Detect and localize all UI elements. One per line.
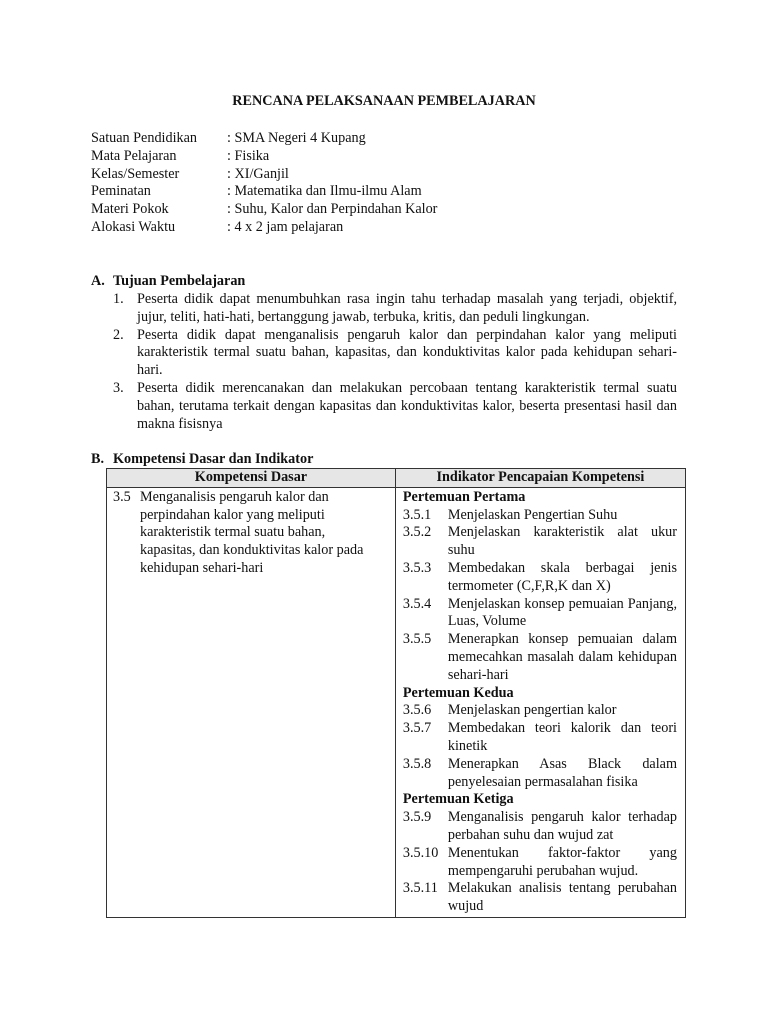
indicator-item	[403, 631, 677, 684]
indicator-item	[403, 880, 677, 916]
competency-table	[106, 468, 686, 918]
identity-value: : 4 x 2 jam pelajaran	[227, 218, 344, 235]
item-text: Peserta didik merencanakan dan melakukan percobaan tentang karakteristik termal suatu bahan, terutama terkait dengan kapasitas dan konduktivitas kalor, beserta presentasi hasil dan makna fisisnya	[137, 379, 677, 432]
indicator-text: Menjelaskan pengertian kalor	[447, 702, 617, 719]
identity-row	[91, 130, 437, 148]
indicator-text: Menentukan faktor-faktor yang mempengaruhi perubahan wujud.	[447, 844, 677, 879]
basic-competency-cell	[107, 487, 396, 917]
indicator-item	[403, 524, 677, 560]
indicator-item	[403, 720, 677, 756]
section-letter: B.	[91, 451, 105, 467]
identity-label: Peminatan	[91, 183, 151, 200]
competency-text: Menganalisis pengaruh kalor dan perpindahan kalor yang meliputi karakteristik termal suatu bahan, kapasitas, dan konduktivitas kalor pada kehidupan sehari-hari	[140, 488, 364, 576]
identity-value: : Fisika	[227, 147, 270, 164]
indicator-text: Menjelaskan Pengertian Suhu	[447, 506, 618, 523]
section-title: Kompetensi Dasar dan Indikator	[113, 451, 314, 467]
list-item	[113, 327, 677, 380]
indicator-code: 3.5.9	[402, 809, 432, 826]
indicator-code: 3.5.1	[402, 506, 432, 523]
indicator-item	[403, 596, 677, 632]
identity-value: : XI/Ganjil	[227, 165, 289, 182]
identity-label: Materi Pokok	[91, 201, 169, 218]
indicator-text: Menjelaskan karakteristik alat ukur suhu	[447, 524, 677, 559]
indicator-code: 3.5.6	[402, 702, 432, 719]
section-b-heading	[91, 451, 313, 469]
indicator-text: Menganalisis pengaruh kalor terhadap perbahan suhu dan wujud zat	[447, 809, 677, 843]
list-item	[113, 380, 677, 433]
learning-goals-list	[113, 291, 677, 433]
identity-label: Satuan Pendidikan	[91, 130, 197, 146]
indicator-code: 3.5.7	[402, 720, 432, 737]
indicator-item	[403, 507, 677, 525]
identity-value: : SMA Negeri 4 Kupang	[227, 130, 366, 146]
indicator-text: Melakukan analisis tentang perubahan wujud	[447, 880, 677, 915]
meeting-title: Pertemuan Kedua	[402, 684, 514, 701]
section-title: Tujuan Pembelajaran	[113, 273, 246, 289]
indicator-text: Menjelaskan konsep pemuaian Panjang, Luas, Volume	[447, 595, 677, 630]
indicator-text: Menerapkan konsep pemuaian dalam memecahkan masalah dalam kehidupan sehari-hari	[447, 631, 677, 683]
table-row	[107, 487, 686, 917]
indicator-item	[403, 809, 677, 845]
item-number: 1.	[113, 291, 124, 307]
indicator-code: 3.5.8	[402, 755, 432, 772]
identity-row	[91, 183, 437, 201]
indicator-list	[396, 488, 685, 917]
identity-label: Alokasi Waktu	[91, 218, 176, 235]
indicator-item	[403, 702, 677, 720]
indicator-text: Membedakan skala berbagai jenis termometer (C,F,R,K dan X)	[447, 559, 677, 594]
indicator-code: 3.5.4	[402, 595, 432, 612]
identity-label: Mata Pelajaran	[91, 147, 177, 164]
indicator-cell	[395, 487, 685, 917]
column-header: Kompetensi Dasar	[107, 469, 396, 488]
identity-block	[91, 130, 437, 237]
identity-label: Kelas/Semester	[91, 165, 180, 182]
column-header: Indikator Pencapaian Kompetensi	[395, 469, 685, 488]
identity-value: : Matematika dan Ilmu-ilmu Alam	[227, 183, 422, 200]
indicator-item	[403, 845, 677, 881]
list-item	[113, 291, 677, 327]
indicator-code: 3.5.2	[402, 524, 432, 541]
indicator-code: 3.5.10	[402, 844, 439, 861]
item-text: Peserta didik dapat menganalisis pengaruh kalor dan perpindahan kalor yang meliputi karakteristik termal suatu bahan, kapasitas, dan konduktivitas kalor pada kehidupan sehari-hari.	[137, 326, 677, 379]
section-a-heading	[91, 273, 245, 291]
table-header-row	[107, 469, 686, 488]
indicator-text: Menerapkan Asas Black dalam penyelesaian permasalahan fisika	[447, 755, 677, 790]
identity-value: : Suhu, Kalor dan Perpindahan Kalor	[227, 201, 438, 218]
indicator-item	[403, 560, 677, 596]
competency-code: 3.5	[113, 488, 131, 505]
meeting-title: Pertemuan Pertama	[402, 488, 526, 505]
page-title: RENCANA PELAKSANAAN PEMBELAJARAN	[232, 93, 536, 109]
indicator-code: 3.5.11	[402, 880, 438, 897]
indicator-text: Membedakan teori kalorik dan teori kinetik	[447, 720, 677, 754]
indicator-code: 3.5.5	[402, 631, 432, 648]
section-letter: A.	[91, 273, 105, 289]
identity-row	[91, 148, 437, 166]
indicator-item	[403, 756, 677, 792]
meeting-title: Pertemuan Ketiga	[402, 791, 514, 808]
identity-row	[91, 219, 437, 237]
item-number: 2.	[113, 326, 124, 343]
basic-competency	[107, 488, 395, 578]
identity-row	[91, 166, 437, 184]
item-text: Peserta didik dapat menumbuhkan rasa ingin tahu terhadap masalah yang terjadi, objektif, jujur, teliti, hati-hati, bertanggung jawab, terbuka, kritis, dan peduli lingkungan.	[137, 291, 677, 325]
item-number: 3.	[113, 379, 124, 396]
identity-row	[91, 201, 437, 219]
indicator-code: 3.5.3	[402, 559, 432, 576]
